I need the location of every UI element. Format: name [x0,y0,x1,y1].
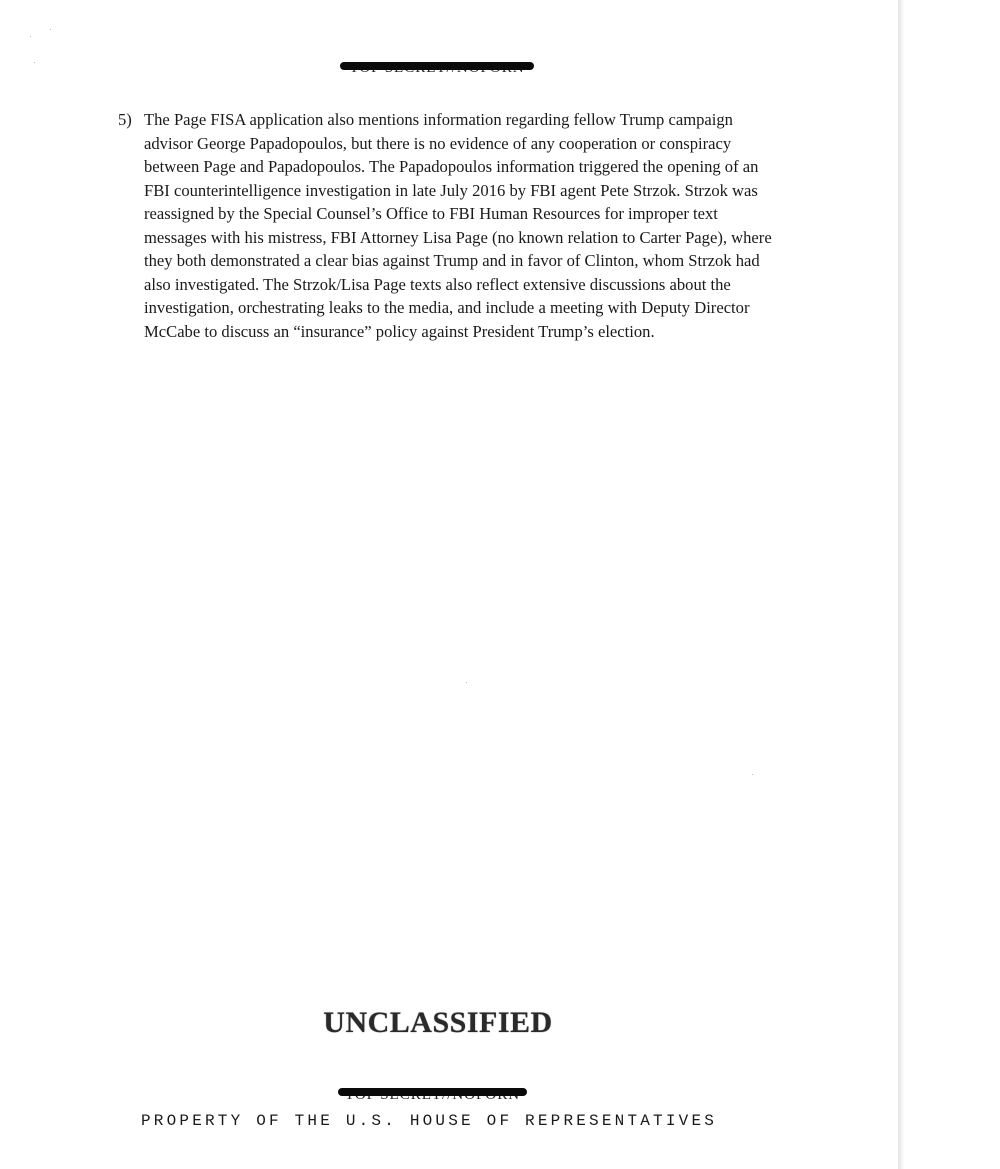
footer-classification-marking [340,1086,525,1106]
property-footer: PROPERTY OF THE U.S. HOUSE OF REPRESENTATIVES [141,1112,718,1130]
scan-speck [30,36,31,37]
numbered-paragraph [118,108,778,343]
header-classification-marking [342,58,532,78]
scan-speck [34,62,35,63]
unclassified-stamp-text: UNCLASSIFIED [323,1006,553,1039]
redaction-strike [340,62,534,70]
item-number: 5) [118,110,132,129]
scan-page-edge [898,0,904,1169]
unclassified-stamp [0,1006,1000,1040]
redaction-strike [338,1088,527,1096]
scan-speck [466,682,467,683]
scan-speck [50,29,51,30]
scan-speck [752,774,753,775]
item-text: The Page FISA application also mentions information regarding fellow Trump campaign advisor George Papadopoulos, but there is no evidence of any cooperation or conspiracy between Page and Papadopoulos. The Papadopoulos information triggered the opening of an FBI counterintelligence investigation in late July 2016 by FBI agent Pete Strzok. Strzok was reassigned by the Special Counsel’s Office to FBI Human Resources for improper text messages with his mistress, FBI Attorney Lisa Page (no known relation to Carter Page), where they both demonstrated a clear bias against Trump and in favor of Clinton, whom Strzok had also investigated. The Strzok/Lisa Page texts also reflect extensive discussions about the investigation, orchestrating leaks to the media, and include a meeting with Deputy Director McCabe to discuss an “insurance” policy against President Trump’s election. [144,110,772,341]
